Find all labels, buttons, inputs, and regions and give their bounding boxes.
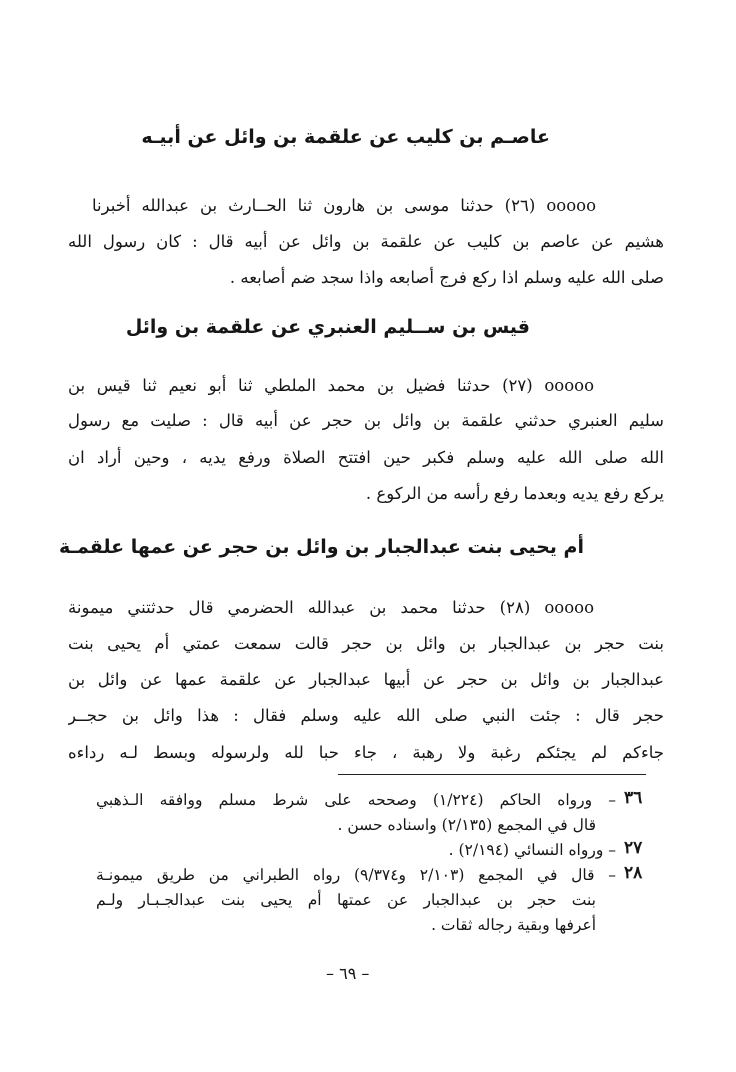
footnote-line: قال في المجمع (٢/١٣٥) واسناده حسن . bbox=[337, 816, 596, 834]
footnote-line: أعرفها وبقية رجاله ثقات . bbox=[431, 916, 596, 934]
text-line: جاءكم لم يجئكم رغبة ولا رهبة ، جاء حبا لله ولرسوله وبسط لـه رداءه bbox=[68, 743, 664, 762]
footnote-line: – ورواه الحاكم (١/٢٢٤) وصححه على شرط مسلم ووافقه الـذهبي bbox=[96, 791, 616, 809]
text-line: عبدالجبار بن وائل بن حجر عن أبيها عبدالجبار عن علقمة عمها عن وائل بن bbox=[68, 670, 664, 689]
text-line: ooooo (٢٦) حدثنا موسى بن هارون ثنا الحــارث بن عبدالله أخبرنا bbox=[92, 196, 596, 215]
text-line: الله صلى الله عليه وسلم فكبر حين افتتح الصلاة ورفع يديه ، وحين أراد ان bbox=[68, 448, 664, 467]
text-line: هشيم عن عاصم بن كليب عن علقمة بن وائل عن أبيه قال : كان رسول الله bbox=[68, 232, 664, 251]
footnote-line: – قال في المجمع (٢/١٠٣ و٩/٣٧٤) رواه الطبراني من طريق ميمونـة bbox=[96, 866, 616, 884]
text-line: ooooo (٢٨) حدثنا محمد بن عبدالله الحضرمي قال حدثتني ميمونة bbox=[68, 598, 594, 617]
footnote-number: ٢٨ bbox=[624, 863, 643, 883]
text-line: ooooo (٢٧) حدثنا فضيل بن محمد الملطي ثنا أبو نعيم ثنا قيس بن bbox=[68, 376, 594, 395]
text-line: سليم العنبري حدثني علقمة بن وائل بن حجر عن أبيه قال : صليت مع رسول bbox=[68, 411, 664, 430]
page-number: – ٦٩ – bbox=[326, 964, 370, 983]
section-heading: أم يحيى بنت عبدالجبار بن وائل بن حجر عن عمها علقمـة bbox=[59, 536, 584, 558]
text-line: بنت حجر بن عبدالجبار بن وائل بن حجر قالت سمعت عمتي أم يحيى بنت bbox=[68, 634, 664, 653]
footnote-line: – ورواه النسائي (٢/١٩٤) . bbox=[448, 841, 616, 859]
section-heading: عاصـم بن كليب عن علقمة بن وائل عن أبيـه bbox=[141, 126, 550, 148]
text-line: يركع رفع يديه وبعدما رفع رأسه من الركوع . bbox=[365, 484, 664, 503]
text-line: صلى الله عليه وسلم اذا ركع فرج أصابعه واذا سجد ضم أصابعه . bbox=[229, 268, 664, 287]
footnote-separator bbox=[338, 774, 646, 775]
footnote-line: بنت حجر بن عبدالجبار عن عمتها أم يحيى بنت عبدالجـبـار ولـم bbox=[96, 891, 596, 909]
footnote-number: ٢٧ bbox=[624, 838, 643, 858]
footnote-number: ٣٦ bbox=[624, 788, 643, 808]
section-heading: قيس بن ســليم العنبري عن علقمة بن وائل bbox=[125, 316, 530, 338]
text-line: حجر قال : جئت النبي صلى الله عليه وسلم فقال : هذا وائل بن حجــر bbox=[68, 706, 664, 725]
